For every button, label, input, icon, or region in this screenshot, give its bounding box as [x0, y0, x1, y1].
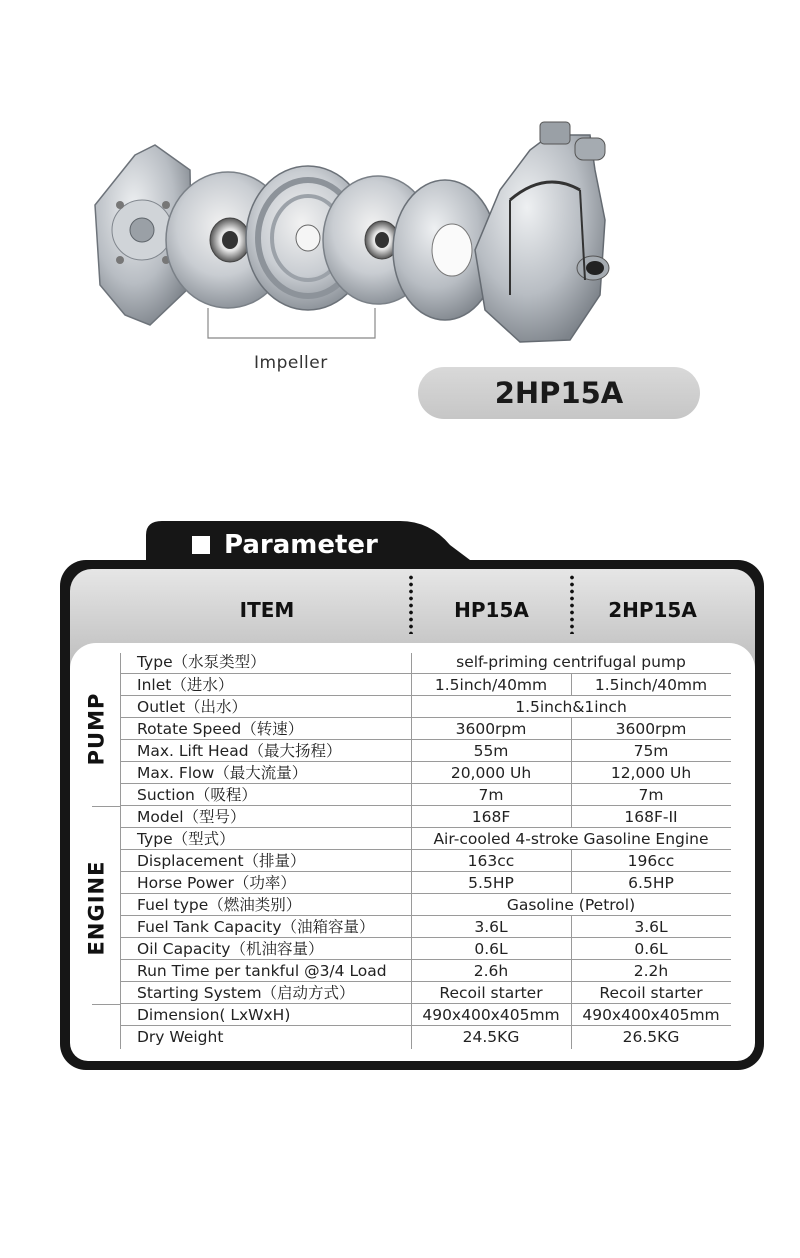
- table-row: [120, 850, 731, 872]
- row-label: Model（型号）: [137, 808, 246, 826]
- row-label: Outlet（出水）: [137, 698, 248, 716]
- table-row: [120, 894, 731, 916]
- parameter-title-text: Parameter: [224, 530, 378, 560]
- row-value-hp15a: 5.5HP: [468, 874, 514, 892]
- row-label: Fuel type（燃油类别）: [137, 896, 302, 914]
- row-value-span: Gasoline (Petrol): [506, 896, 636, 914]
- row-value-2hp15a: 26.5KG: [622, 1028, 680, 1046]
- table-row: [120, 916, 731, 938]
- table-row: [120, 651, 731, 673]
- table-row: [120, 1004, 731, 1026]
- header-item: ITEM: [239, 598, 295, 622]
- table-row: [120, 960, 731, 982]
- row-value-hp15a: 0.6L: [474, 940, 508, 958]
- row-label: Dry Weight: [137, 1028, 224, 1046]
- row-value-span: 1.5inch&1inch: [515, 698, 627, 716]
- group-engine: [72, 808, 120, 1008]
- table-row: [120, 872, 731, 894]
- row-label: Max. Flow（最大流量）: [137, 764, 308, 782]
- table-row: [120, 828, 731, 850]
- row-label: Max. Lift Head（最大扬程）: [137, 742, 342, 760]
- group-pump: [72, 652, 120, 806]
- row-label: Run Time per tankful @3/4 Load: [137, 962, 387, 980]
- row-value-hp15a: 7m: [478, 786, 504, 804]
- header-col-2hp15a: 2HP15A: [608, 598, 697, 622]
- row-value-hp15a: 2.6h: [473, 962, 509, 980]
- row-label: Horse Power（功率）: [137, 874, 296, 892]
- row-value-2hp15a: 1.5inch/40mm: [594, 676, 708, 694]
- row-label: Starting System（启动方式）: [137, 984, 355, 1002]
- row-label: Inlet（进水）: [137, 676, 234, 694]
- row-value-hp15a: 168F: [471, 808, 511, 826]
- group-separator: [92, 1004, 120, 1005]
- table-row: [120, 696, 731, 718]
- row-label: Displacement（排量）: [137, 852, 306, 870]
- row-label: Type（型式）: [137, 830, 235, 848]
- pump-housing: [475, 122, 609, 342]
- row-value-2hp15a: 2.2h: [633, 962, 669, 980]
- pump-exploded-illustration: [80, 110, 620, 350]
- table-row: [120, 784, 731, 806]
- table-row: [120, 718, 731, 740]
- grid-vline-split: [571, 850, 572, 893]
- row-value-2hp15a: 196cc: [627, 852, 675, 870]
- row-value-hp15a: 163cc: [467, 852, 515, 870]
- row-value-2hp15a: 6.5HP: [628, 874, 674, 892]
- impeller-label: Impeller: [254, 353, 328, 373]
- group-separator: [92, 806, 120, 807]
- group-pump-label: PUMP: [84, 692, 109, 766]
- table-row: [120, 982, 731, 1004]
- table-row: [120, 1026, 731, 1048]
- row-value-2hp15a: 490x400x405mm: [582, 1006, 720, 1024]
- row-value-hp15a: 20,000 Uh: [450, 764, 532, 782]
- row-value-hp15a: 24.5KG: [462, 1028, 520, 1046]
- table-row: [120, 762, 731, 784]
- grid-vline-split: [571, 916, 572, 1049]
- square-bullet-icon: [192, 536, 210, 554]
- row-label: Fuel Tank Capacity（油箱容量）: [137, 918, 375, 936]
- header-col-hp15a: HP15A: [454, 598, 529, 622]
- table-row: [120, 674, 731, 696]
- row-value-span: self-priming centrifugal pump: [456, 653, 686, 671]
- grid-vline-split: [571, 718, 572, 827]
- table-row: [120, 938, 731, 960]
- row-value-2hp15a: 12,000 Uh: [610, 764, 692, 782]
- parameter-title: [192, 528, 378, 562]
- row-value-hp15a: 3600rpm: [455, 720, 527, 738]
- row-value-hp15a: 1.5inch/40mm: [434, 676, 548, 694]
- row-label: Rotate Speed（转速）: [137, 720, 304, 738]
- row-value-2hp15a: 0.6L: [634, 940, 668, 958]
- row-value-2hp15a: 3600rpm: [615, 720, 687, 738]
- row-value-hp15a: Recoil starter: [439, 984, 543, 1002]
- row-label: Dimension( LxWxH): [137, 1006, 291, 1024]
- row-value-2hp15a: 168F-II: [624, 808, 678, 826]
- row-value-2hp15a: 3.6L: [634, 918, 668, 936]
- row-value-span: Air-cooled 4-stroke Gasoline Engine: [433, 830, 709, 848]
- row-label: Suction（吸程）: [137, 786, 257, 804]
- table-row: [120, 740, 731, 762]
- impeller-bracket: [208, 308, 375, 338]
- group-engine-label: ENGINE: [84, 860, 108, 956]
- table-row: [120, 806, 731, 828]
- row-value-hp15a: 490x400x405mm: [422, 1006, 560, 1024]
- row-value-2hp15a: 75m: [633, 742, 669, 760]
- row-value-hp15a: 55m: [473, 742, 509, 760]
- row-value-2hp15a: 7m: [638, 786, 664, 804]
- grid-vline-split: [571, 674, 572, 695]
- row-label: Type（水泵类型）: [137, 653, 266, 671]
- row-value-hp15a: 3.6L: [474, 918, 508, 936]
- row-label: Oil Capacity（机油容量）: [137, 940, 324, 958]
- row-value-2hp15a: Recoil starter: [599, 984, 703, 1002]
- model-badge: 2HP15A: [418, 367, 700, 419]
